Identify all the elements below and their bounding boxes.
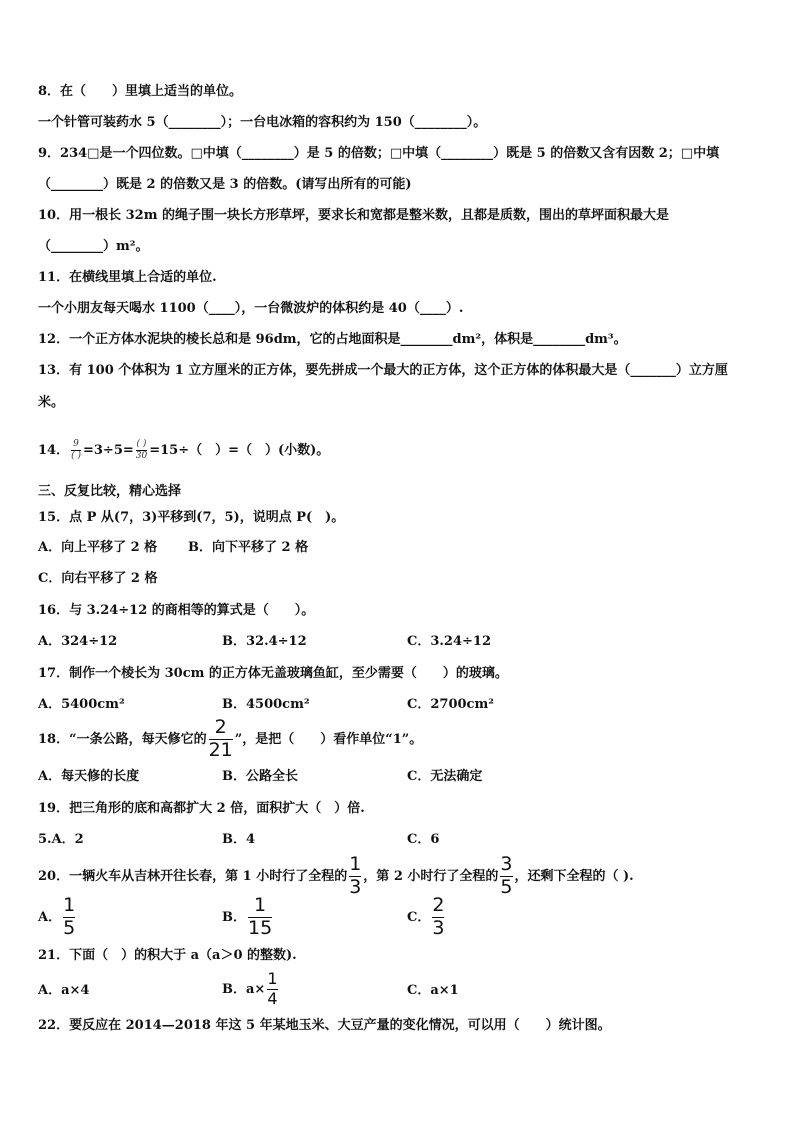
question-20-fraction-1: $\frac{1}{3}$ bbox=[349, 853, 362, 898]
question-12-stem: 12．一个正方体水泥块的棱长总和是 96dm，它的占地面积是________dm²，体积是________dm³。 bbox=[38, 332, 627, 347]
question-14 bbox=[38, 436, 329, 466]
question-21-option-b: B．a× $\frac{1}{4}$ bbox=[222, 969, 278, 1008]
question-14-fraction-1: $\frac{9}{( )}$ bbox=[71, 438, 81, 461]
question-11-blanks: 一个小朋友每天喝水 1100（____），一台微波炉的体积约是 40（____）. bbox=[38, 301, 464, 316]
question-21-option-c: C．a×1 bbox=[407, 983, 459, 998]
question-17-option-a: A．5400cm² bbox=[38, 697, 125, 712]
question-18-fraction: $\frac{2}{21}$ bbox=[208, 716, 233, 761]
question-18-option-b: B．公路全长 bbox=[222, 769, 298, 784]
question-14-middle: =3÷5= bbox=[82, 443, 134, 458]
question-18-option-c: C．无法确定 bbox=[407, 769, 483, 784]
question-10-line-2: （________）m²。 bbox=[38, 239, 149, 254]
question-15-option-b: B．向下平移了 2 格 bbox=[188, 540, 309, 555]
question-17-stem: 17．制作一个棱长为 30cm 的正方体无盖玻璃鱼缸，至少需要（ ）的玻璃。 bbox=[38, 666, 508, 681]
question-22-stem: 22．要反应在 2014—2018 年这 5 年某地玉米、大豆产量的变化情况，可以用（ ）统计图。 bbox=[38, 1018, 611, 1033]
question-20-option-c: C． $\frac{2}{3}$ bbox=[407, 894, 445, 939]
question-17-option-c: C．2700cm² bbox=[407, 697, 494, 712]
question-16-stem: 16．与 3.24÷12 的商相等的算式是（ ）。 bbox=[38, 603, 315, 618]
question-16-option-a: A．324÷12 bbox=[38, 634, 118, 649]
question-20-option-b: B． $\frac{1}{15}$ bbox=[222, 894, 273, 939]
question-20-stem: 20．一辆火车从吉林开往长春，第 1 小时行了全程的 $\frac{1}{3}$ ，第 2 小时行了全程的 $\frac{3}{5}$ ，还剩下全程的（ ). bbox=[38, 853, 634, 898]
question-19-option-a: 5.A．2 bbox=[38, 832, 84, 847]
question-8-blanks: 一个针管可装药水 5（________）；一台电冰箱的容积约为 150（________）。 bbox=[38, 115, 487, 130]
question-20-option-a: A． $\frac{1}{5}$ bbox=[38, 894, 76, 939]
question-16-option-c: C．3.24÷12 bbox=[407, 634, 491, 649]
question-15-option-c: C．向右平移了 2 格 bbox=[38, 571, 158, 586]
question-8-stem: 8．在（ ）里填上适当的单位。 bbox=[38, 84, 243, 99]
question-19-option-b: B．4 bbox=[222, 832, 256, 847]
question-16-option-b: B．32.4÷12 bbox=[222, 634, 307, 649]
question-14-fraction-2: $\frac{( )}{30}$ bbox=[135, 438, 148, 461]
question-18-stem: 18．“一条公路，每天修它的 $\frac{2}{21}$ ”，是把（ ）看作单位“1”。 bbox=[38, 716, 423, 761]
question-15-stem: 15．点 P 从(7，3)平移到(7，5)，说明点 P( )。 bbox=[38, 510, 345, 525]
question-14-prefix: 14． bbox=[38, 443, 70, 458]
question-15-option-a: A．向上平移了 2 格 bbox=[38, 540, 158, 555]
question-19-stem: 19．把三角形的底和高都扩大 2 倍，面积扩大（ ）倍. bbox=[38, 801, 365, 816]
question-21-stem: 21．下面（ ）的积大于 a（a＞0 的整数). bbox=[38, 948, 297, 963]
question-20-fraction-2: $\frac{3}{5}$ bbox=[500, 853, 513, 898]
question-13-line-1: 13．有 100 个体积为 1 立方厘米的正方体，要先拼成一个最大的正方体，这个正方体的体积最大是（_______）立方厘 bbox=[38, 363, 728, 378]
question-13-line-2: 米。 bbox=[38, 395, 65, 410]
question-9-line-1: 9．234□是一个四位数。□中填（________）是 5 的倍数；□中填（________）既是 5 的倍数又含有因数 2；□中填 bbox=[38, 146, 720, 161]
question-21-option-a: A．a×4 bbox=[38, 983, 90, 998]
question-11-stem: 11．在横线里填上合适的单位. bbox=[38, 270, 217, 285]
question-18-option-a: A．每天修的长度 bbox=[38, 769, 140, 784]
question-10-line-1: 10．用一根长 32m 的绳子围一块长方形草坪，要求长和宽都是整米数，且都是质数，围出的草坪面积最大是 bbox=[38, 208, 669, 223]
question-19-option-c: C．6 bbox=[407, 832, 440, 847]
question-14-suffix: =15÷（ ）=（ ）(小数)。 bbox=[149, 443, 330, 458]
section-3-heading: 三、反复比较，精心选择 bbox=[38, 484, 182, 499]
question-17-option-b: B．4500cm² bbox=[222, 697, 310, 712]
question-9-line-2: （________）既是 2 的倍数又是 3 的倍数。(请写出所有的可能) bbox=[38, 177, 412, 192]
